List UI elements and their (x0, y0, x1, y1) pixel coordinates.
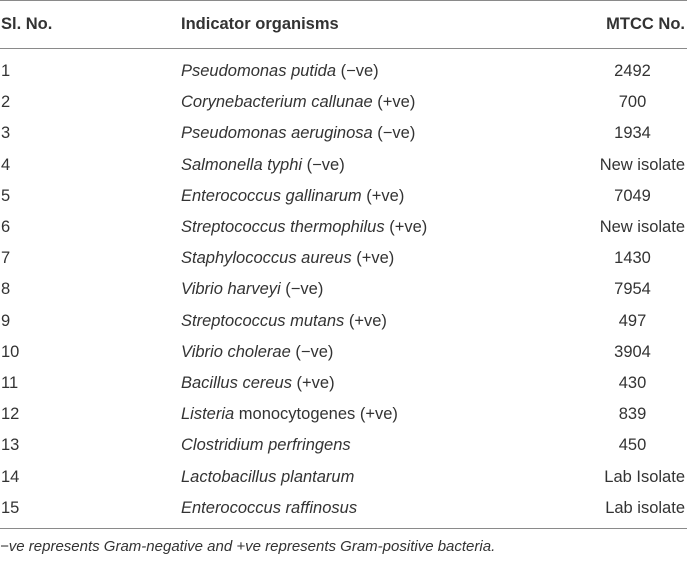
sl-no-cell: 2 (1, 93, 11, 112)
sl-no-cell: 5 (1, 186, 11, 205)
sl-no-cell: 11 (1, 373, 19, 392)
gram-stain: (+ve) (291, 373, 335, 392)
gram-stain: (−ve) (302, 155, 345, 174)
table-row (0, 306, 687, 337)
table-row (0, 399, 687, 430)
table-row (0, 150, 687, 181)
organism-name: Enterococcus raffinosus (181, 498, 358, 517)
table-body (0, 49, 687, 529)
mtcc-cell: 1934 (614, 124, 651, 143)
mtcc-cell: 450 (618, 436, 647, 455)
mtcc-cell: 3904 (614, 342, 651, 361)
organism-cell (181, 118, 562, 149)
table-footnote: −ve represents Gram-negative and +ve represents Gram-positive bacteria. (0, 538, 496, 555)
organism-cell (181, 243, 562, 274)
mtcc-cell: 7049 (614, 186, 651, 205)
organism-name: Clostridium perfringens (181, 436, 351, 455)
table-row (0, 181, 687, 212)
sl-no-cell: 13 (1, 436, 20, 455)
organism-name: Enterococcus gallinarum (181, 186, 362, 205)
table-row (0, 368, 687, 399)
sl-no-cell: 4 (1, 155, 11, 174)
mtcc-cell: 497 (618, 311, 647, 330)
header-row (0, 1, 687, 49)
mtcc-cell: 839 (618, 405, 647, 424)
table-row (0, 118, 687, 149)
sl-no-cell: 8 (1, 280, 11, 299)
mtcc-cell: 1430 (614, 249, 651, 268)
organism-cell (181, 150, 562, 181)
organism-name: Streptococcus mutans (181, 311, 345, 330)
table-row (0, 461, 687, 492)
table-row (0, 243, 687, 274)
organism-name: Salmonella typhi (181, 155, 303, 174)
organism-cell (181, 493, 562, 529)
organism-name: Staphylococcus aureus (181, 249, 352, 268)
organism-name: Vibrio harveyi (181, 280, 281, 299)
gram-stain: (+ve) (351, 249, 395, 268)
organism-cell (181, 49, 562, 88)
mtcc-cell: New isolate (599, 155, 685, 174)
table-row (0, 87, 687, 118)
sl-no-cell: 12 (1, 405, 20, 424)
table-row (0, 274, 687, 305)
table-row (0, 49, 687, 88)
organism-cell (181, 368, 562, 399)
organism-name: Corynebacterium callunae (181, 93, 373, 112)
sl-no-cell: 6 (1, 218, 11, 237)
sl-no-cell: 14 (1, 467, 20, 486)
mtcc-cell: 2492 (614, 62, 651, 81)
organism-name: Listeria (181, 405, 235, 424)
header-indicator-organisms: Indicator organisms (181, 1, 562, 49)
organism-name: Streptococcus thermophilus (181, 218, 385, 237)
gram-stain: (+ve) (372, 93, 416, 112)
gram-stain: (−ve) (336, 62, 379, 81)
table-row (0, 493, 687, 529)
table-row (0, 212, 687, 243)
organism-cell (181, 461, 562, 492)
gram-stain: (+ve) (384, 218, 428, 237)
organism-cell (181, 399, 562, 430)
organism-name: Vibrio cholerae (181, 342, 291, 361)
sl-no-cell: 7 (1, 249, 11, 268)
gram-stain: (−ve) (372, 124, 416, 143)
sl-no-cell: 9 (1, 311, 11, 330)
organism-name: Pseudomonas aeruginosa (181, 124, 373, 143)
gram-stain: (−ve) (280, 280, 324, 299)
mtcc-cell: 700 (618, 93, 647, 112)
mtcc-cell: Lab Isolate (604, 467, 685, 486)
organism-cell (181, 181, 562, 212)
gram-stain: (+ve) (344, 311, 387, 330)
sl-no-cell: 1 (1, 62, 11, 81)
header-mtcc-no: MTCC No. (562, 1, 687, 49)
table-row (0, 337, 687, 368)
sl-no-cell: 15 (0, 493, 181, 529)
mtcc-cell: New isolate (599, 218, 685, 237)
table-header (0, 1, 687, 49)
organism-name: Lactobacillus plantarum (181, 467, 355, 486)
gram-stain: monocytogenes (+ve) (234, 405, 398, 424)
mtcc-cell: 430 (618, 373, 647, 392)
organism-cell (181, 337, 562, 368)
mtcc-cell: 7954 (614, 280, 651, 299)
gram-stain: (+ve) (361, 186, 405, 205)
mtcc-cell: Lab isolate (562, 493, 687, 529)
header-sl-no: Sl. No. (0, 1, 181, 49)
organism-name: Pseudomonas putida (181, 62, 337, 81)
organism-cell (181, 430, 562, 461)
table-row (0, 430, 687, 461)
organism-cell (181, 306, 562, 337)
gram-stain: (−ve) (290, 342, 334, 361)
sl-no-cell: 10 (1, 342, 20, 361)
sl-no-cell: 3 (1, 124, 11, 143)
organism-cell (181, 87, 562, 118)
organism-name: Bacillus cereus (181, 373, 292, 392)
organism-cell (181, 212, 562, 243)
organism-cell (181, 274, 562, 305)
